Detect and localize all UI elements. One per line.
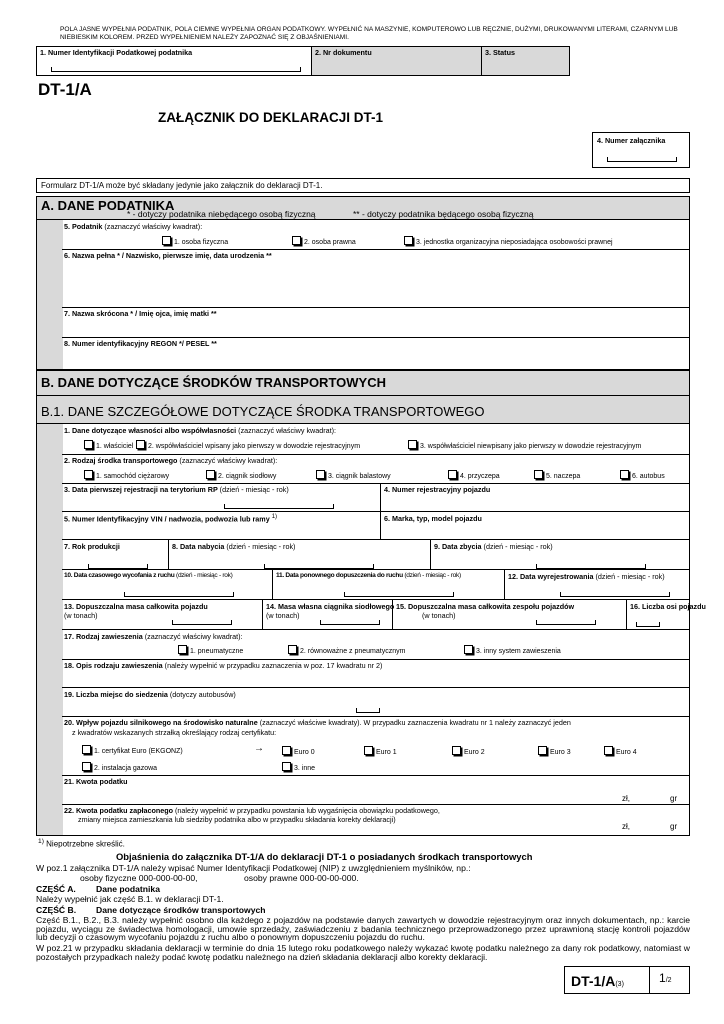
- option-label: 1. właściciel: [96, 443, 134, 450]
- withdrawal-date-field[interactable]: 10. Data czasowego wycofania z ruchu (dzień - miesiąc - rok): [64, 572, 233, 579]
- checkbox[interactable]: [620, 470, 629, 479]
- part-b-label: CZĘŚĆ B.: [36, 905, 77, 915]
- section-b-title: B. DANE DOTYCZĄCE ŚRODKÓW TRANSPORTOWYCH: [41, 375, 386, 390]
- option-euro-4[interactable]: [604, 746, 637, 756]
- nip-field[interactable]: [36, 46, 312, 76]
- form-code: DT-1/A: [38, 80, 92, 99]
- footer-form-code: DT-1/A(3): [571, 973, 624, 989]
- attachment-number-label: 4. Numer załącznika: [597, 136, 666, 145]
- option-bus[interactable]: [620, 470, 665, 480]
- page-title: ZAŁĄCZNIK DO DEKLARACJI DT-1: [158, 110, 383, 125]
- option-euro-2[interactable]: [452, 746, 485, 756]
- checkbox[interactable]: [288, 645, 297, 654]
- checkbox[interactable]: [316, 470, 325, 479]
- option-other-suspension[interactable]: [464, 645, 561, 655]
- first-registration-date-field[interactable]: 3. Data pierwszej rejestracji na terytorium RP (dzień - miesiąc - rok): [64, 485, 289, 494]
- option-label: 2. osoba prawna: [304, 239, 356, 246]
- option-label: Euro 0: [294, 749, 315, 756]
- acquisition-date-field[interactable]: 8. Data nabycia (dzień - miesiąc - rok): [172, 542, 296, 551]
- environment-impact-hint: z kwadratów wskazanych strzałką określający rodzaj certyfikatu:: [72, 728, 277, 737]
- page-footer: [564, 966, 690, 994]
- currency-zl: zł,: [622, 822, 630, 831]
- checkbox[interactable]: [162, 236, 171, 245]
- tractor-weight-field[interactable]: 14. Masa własna ciągnika siodłowego (w tonach): [266, 602, 395, 620]
- checkbox[interactable]: [538, 746, 547, 755]
- form-instructions: POLA JASNE WYPEŁNIA PODATNIK, POLA CIEMNE WYPEŁNIA ORGAN PODATKOWY. WYPEŁNIĆ NA MASZYNIE, KOMPUTEROWO LUB RĘCZNIE, DUŻYMI, DRUKOWANYMI LITERAMI, CZARNYM LUB NIEBIESKIM KOLOREM. PRZED WYPEŁNIENIEM NALEŻY ZAPOZNAĆ SIĘ Z OBJAŚNIENIAMI.: [60, 26, 678, 42]
- part-b-text-2: W poz.21 w przypadku składania deklaracji w terminie do dnia 15 lutego roku podatkowego należy wykazać kwotę podatku należnego za dany rok podatkowy, natomiast w pozostałych przypadkach należy podać kwotę podatku należnego na dzień składania deklaracji albo korekty deklaracji.: [36, 943, 690, 962]
- regon-pesel-field[interactable]: 8. Numer identyfikacyjny REGON */ PESEL **: [64, 339, 217, 348]
- part-b-text: Część B.1., B.2., B.3. należy wypełnić osobno dla każdego z pojazdów na podstawie danych zawartych w dowodzie rejestracyjnym oraz innych dokumentach, np.: karcie pojazdu, wyciągu ze świadectwa homologacji, umowie sprzedaży, zaświadczeniu z badania technicznego przeprowadzonego przez uprawnioną stację kontroli pojazdów lub decyzji o czasowym wycofaniu pojazdu z ruchu albo o ponownym dopuszczeniu pojazdu do ruchu.: [36, 915, 690, 943]
- checkbox[interactable]: [464, 645, 473, 654]
- option-equivalent-pneumatic[interactable]: [288, 645, 405, 655]
- checkbox[interactable]: [448, 470, 457, 479]
- checkbox[interactable]: [178, 645, 187, 654]
- section-b-header: [36, 370, 690, 396]
- option-label: 6. autobus: [632, 473, 665, 480]
- option-label: 5. naczepa: [546, 473, 581, 480]
- option-first-co-owner[interactable]: [136, 440, 360, 450]
- part-a-text: Należy wypełnić jak część B.1. w deklaracji DT-1.: [36, 894, 224, 904]
- environment-impact-label: 20. Wpływ pojazdu silnikowego na środowisko naturalne (zaznaczyć właściwe kwadraty). W przypadku zaznaczenia kwadratu nr 1 należy zaznaczyć jeden: [64, 718, 571, 727]
- checkbox[interactable]: [604, 746, 613, 755]
- info-bar: Formularz DT-1/A może być składany jedynie jako załącznik do deklaracji DT-1.: [36, 178, 690, 193]
- section-a-header: [36, 196, 690, 220]
- note-natural-person: ** - dotyczy podatnika będącego osobą fizyczną: [353, 209, 534, 219]
- readmission-date-field[interactable]: 11. Data ponownego dopuszczenia do ruchu (dzień - miesiąc - rok): [276, 572, 461, 579]
- option-organizational-unit[interactable]: [404, 236, 613, 246]
- option-euro-3[interactable]: [538, 746, 571, 756]
- option-gas-installation[interactable]: [82, 762, 157, 772]
- attachment-number-field[interactable]: [592, 132, 690, 168]
- option-label: 3. ciągnik balastowy: [328, 473, 391, 480]
- checkbox[interactable]: [404, 236, 413, 245]
- vin-field[interactable]: 5. Numer Identyfikacyjny VIN / nadwozia, podwozia lub ramy $^{1)}$: [64, 514, 278, 524]
- paid-tax-hint: zmiany miejsca zamieszkania lub siedziby podatnika albo w przypadku składania korekty deklaracji): [78, 815, 396, 824]
- part-a-label: CZĘŚĆ A.: [36, 884, 76, 894]
- option-owner[interactable]: [84, 440, 133, 450]
- checkbox[interactable]: [408, 440, 417, 449]
- option-label: Euro 1: [376, 749, 397, 756]
- short-name-field[interactable]: 7. Nazwa skrócona * / Imię ojca, imię matki **: [64, 309, 217, 318]
- nip-label: 1. Numer Identyfikacji Podatkowej podatnika: [40, 48, 193, 57]
- option-label: Euro 2: [464, 749, 485, 756]
- vehicle-make-field[interactable]: 6. Marka, typ, model pojazdu: [384, 514, 482, 523]
- option-legal-person[interactable]: [292, 236, 356, 246]
- option-label: Euro 3: [550, 749, 571, 756]
- nip-example-natural: osoby fizyczne 000-000-00-00,: [80, 873, 198, 883]
- option-ballast-tractor[interactable]: [316, 470, 391, 480]
- status-field: [482, 46, 570, 76]
- paid-tax-amount-field[interactable]: 22. Kwota podatku zapłaconego (należy wypełnić w przypadku powstania lub wygaśnięcia obowiązku podatkowego,: [64, 806, 440, 815]
- full-name-field[interactable]: 6. Nazwa pełna * / Nazwisko, pierwsze imię, data urodzenia **: [64, 251, 272, 260]
- taxpayer-type-label: 5. Podatnik (zaznaczyć właściwy kwadrat):: [64, 222, 203, 231]
- option-label: 2. instalacja gazowa: [94, 765, 158, 772]
- currency-zl: zł,: [622, 794, 630, 803]
- option-label: 1. certyfikat Euro (EKGONZ): [94, 748, 183, 755]
- document-number-field: [312, 46, 482, 76]
- part-a-title: Dane podatnika: [96, 884, 160, 894]
- option-label: 3. jednostka organizacyjna nieposiadająca osobowości prawnej: [416, 239, 613, 246]
- checkbox[interactable]: [364, 746, 373, 755]
- section-b1-title: B.1. DANE SZCZEGÓŁOWE DOTYCZĄCE ŚRODKA TRANSPORTOWEGO: [41, 404, 485, 419]
- option-tractor-unit[interactable]: [206, 470, 276, 480]
- note-legal-person: * - dotyczy podatnika niebędącego osobą fizyczną: [127, 209, 316, 219]
- option-semi-trailer[interactable]: [534, 470, 580, 480]
- option-trailer[interactable]: [448, 470, 500, 480]
- option-label: 2. ciągnik siodłowy: [218, 473, 277, 480]
- option-truck[interactable]: [84, 470, 169, 480]
- explanations-nip: W poz.1 załącznika DT-1/A należy wpisać Numer Identyfikacji Podatkowej (NIP) z uwzględnieniem myślników, np.:: [36, 863, 471, 873]
- option-pneumatic[interactable]: [178, 645, 243, 655]
- page-number: 1/2: [659, 971, 672, 985]
- combination-weight-field[interactable]: 15. Dopuszczalna masa całkowita zespołu pojazdów (w tonach): [396, 602, 575, 620]
- option-euro-1[interactable]: [364, 746, 397, 756]
- checkbox[interactable]: [282, 746, 291, 755]
- seat-count-field[interactable]: 19. Liczba miejsc do siedzenia (dotyczy autobusów): [64, 690, 236, 699]
- checkbox[interactable]: [282, 762, 291, 771]
- production-year-field[interactable]: 7. Rok produkcji: [64, 542, 120, 551]
- currency-gr: gr: [670, 822, 678, 831]
- option-label: 3. inne: [294, 765, 316, 772]
- option-label: 2. równoważne z pneumatycznym: [300, 648, 406, 655]
- registration-number-field[interactable]: 4. Numer rejestracyjny pojazdu: [384, 485, 491, 494]
- tax-amount-field[interactable]: 21. Kwota podatku: [64, 777, 128, 786]
- footnote: $^{1)}$ Niepotrzebne skreślić.: [38, 838, 125, 849]
- section-b1-header: [36, 396, 690, 424]
- document-number-label: 2. Nr dokumentu: [315, 48, 372, 57]
- checkbox[interactable]: [452, 746, 461, 755]
- ownership-label: 1. Dane dotyczące własności albo współwłasności (zaznaczyć właściwy kwadrat):: [64, 426, 337, 435]
- option-label: 3. współwłaściciel niewpisany jako pierwszy w dowodzie rejestracyjnym: [420, 443, 642, 450]
- option-label: 2. współwłaściciel wpisany jako pierwszy w dowodzie rejestracyjnym: [148, 443, 361, 450]
- explanations-title: Objaśnienia do załącznika DT-1/A do deklaracji DT-1 o posiadanych środkach transportowych: [116, 851, 533, 862]
- option-label: 4. przyczepa: [460, 473, 500, 480]
- checkbox[interactable]: [84, 440, 93, 449]
- checkbox[interactable]: [82, 762, 91, 771]
- checkbox[interactable]: [82, 745, 91, 754]
- option-label: 3. inny system zawieszenia: [476, 648, 561, 655]
- section-a-title: A. DANE PODATNIKA: [41, 198, 175, 213]
- option-label: 1. osoba fizyczna: [174, 239, 229, 246]
- option-label: 1. pneumatyczne: [190, 648, 244, 655]
- arrow-icon: →: [254, 743, 264, 754]
- axle-count-field[interactable]: 16. Liczba osi pojazdu: [630, 602, 706, 611]
- gross-weight-field[interactable]: 13. Dopuszczalna masa całkowita pojazdu (w tonach): [64, 602, 208, 620]
- status-label: 3. Status: [485, 48, 515, 57]
- currency-gr: gr: [670, 794, 678, 803]
- suspension-description-field[interactable]: 18. Opis rodzaju zawieszenia (należy wypełnić w przypadku zaznaczenia w poz. 17 kwadratu nr 2): [64, 661, 383, 670]
- disposal-date-field[interactable]: 9. Data zbycia (dzień - miesiąc - rok): [434, 542, 553, 551]
- part-b-title: Dane dotyczące środków transportowych: [96, 905, 266, 915]
- checkbox[interactable]: [534, 470, 543, 479]
- option-label: Euro 4: [616, 749, 637, 756]
- vehicle-type-label: 2. Rodzaj środka transportowego (zaznaczyć właściwy kwadrat):: [64, 456, 278, 465]
- checkbox[interactable]: [206, 470, 215, 479]
- checkbox[interactable]: [84, 470, 93, 479]
- nip-example-legal: osoby prawne 000-00-00-000.: [244, 873, 359, 883]
- option-other-co-owner[interactable]: [408, 440, 641, 450]
- checkbox[interactable]: [136, 440, 145, 449]
- option-euro-0[interactable]: [282, 746, 315, 756]
- deregistration-date-field[interactable]: 12. Data wyrejestrowania (dzień - miesiąc - rok): [508, 572, 665, 581]
- checkbox[interactable]: [292, 236, 301, 245]
- option-euro-certificate[interactable]: [82, 745, 183, 755]
- option-natural-person[interactable]: [162, 236, 228, 246]
- suspension-type-label: 17. Rodzaj zawieszenia (zaznaczyć właściwy kwadrat):: [64, 632, 243, 641]
- option-other-impact[interactable]: [282, 762, 315, 772]
- option-label: 1. samochód ciężarowy: [96, 473, 170, 480]
